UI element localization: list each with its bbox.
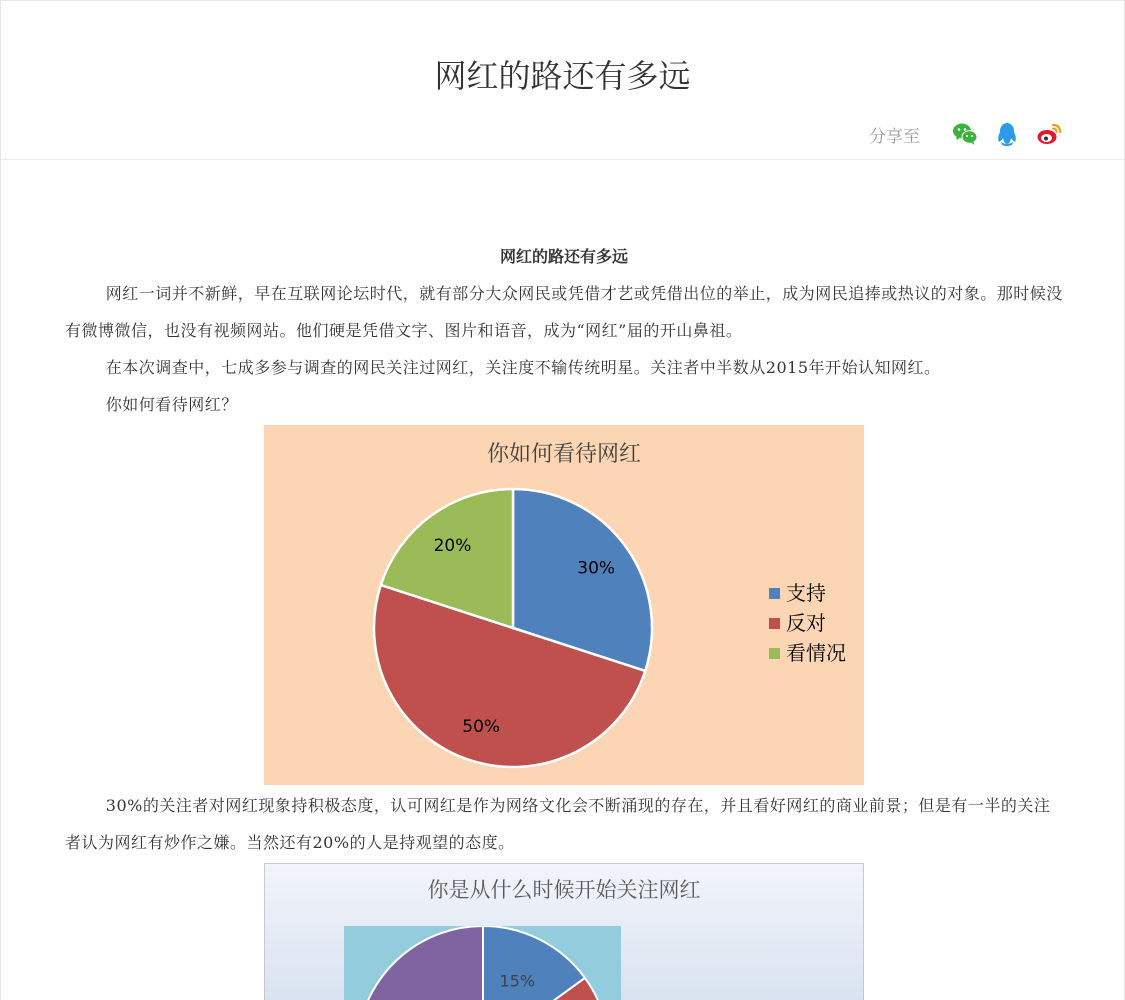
paragraph-survey: 在本次调查中，七成多参与调查的网民关注过网红，关注度不输传统明星。关注者中半数从2015年开始认知网红。 bbox=[105, 358, 941, 377]
page-header bbox=[1, 1, 1124, 160]
article-body bbox=[65, 241, 1063, 1000]
share-bar bbox=[869, 121, 1062, 147]
data-label-1: 30% bbox=[577, 558, 616, 579]
paragraph-intro: 网红一词并不新鲜，早在互联网论坛时代，就有部分大众网民或凭借才艺或凭借出位的举止，成为网民追捧或热议的对象。那时候没有微博微信，也没有视频网站。他们硬是凭借文字、图片和语音，成为“网红”届的开山鼻祖。 bbox=[65, 284, 1063, 340]
weibo-icon[interactable] bbox=[1036, 121, 1062, 147]
data-label-3: 20% bbox=[433, 535, 472, 556]
wechat-icon[interactable] bbox=[952, 121, 978, 147]
legend-swatch-1 bbox=[769, 588, 780, 599]
chart-title: 你是从什么时候开始关注网红 bbox=[427, 878, 701, 902]
legend-label-3: 看情况 bbox=[786, 641, 846, 665]
chart-attitude-figure bbox=[264, 425, 864, 785]
chart-attitude bbox=[264, 425, 864, 785]
paragraph-question: 你如何看待网红？ bbox=[105, 395, 238, 414]
legend-swatch-3 bbox=[769, 648, 780, 659]
chart-timeline-figure bbox=[264, 863, 864, 1000]
page-title: 网红的路还有多远 bbox=[434, 57, 691, 95]
legend-label-2: 反对 bbox=[786, 611, 826, 635]
chart-title: 你如何看待网红 bbox=[486, 442, 642, 467]
legend-swatch-2 bbox=[769, 618, 780, 629]
legend-label-1: 支持 bbox=[786, 581, 826, 605]
chart-timeline bbox=[264, 863, 864, 1000]
data-label-2: 50% bbox=[462, 716, 501, 737]
article-title: 网红的路还有多远 bbox=[499, 247, 628, 266]
paragraph-analysis: 30%的关注者对网红现象持积极态度，认可网红是作为网络文化会不断涌现的存在，并且看好网红的商业前景；但是有一半的关注者认为网红有炒作之嫌。当然还有20%的人是持观望的态度。 bbox=[65, 796, 1051, 852]
qq-icon[interactable] bbox=[994, 121, 1020, 147]
share-label: 分享至 bbox=[869, 126, 920, 147]
data-label-1: 15% bbox=[499, 971, 536, 991]
